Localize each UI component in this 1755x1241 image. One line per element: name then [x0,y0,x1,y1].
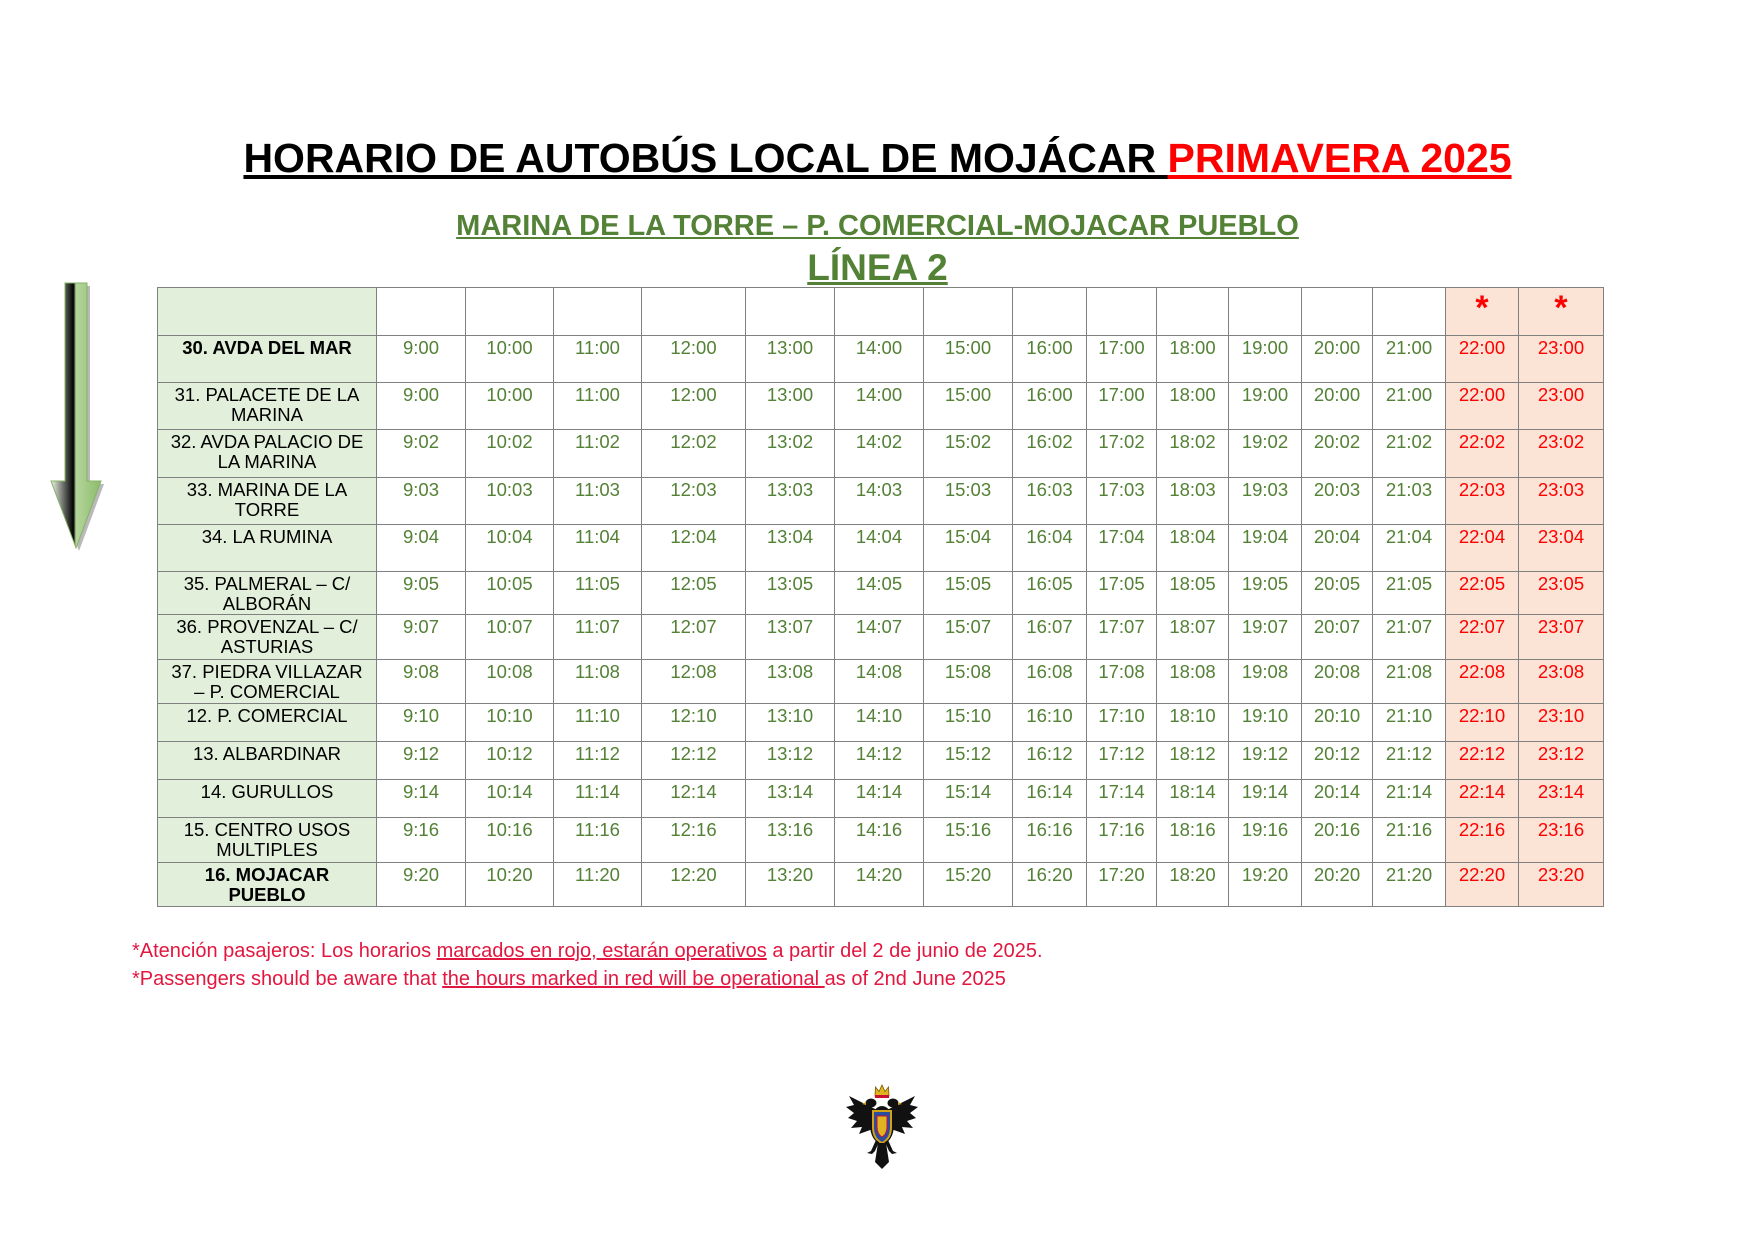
timetable-row [158,525,1604,572]
departure-time: 13:14 [746,780,835,818]
title-season: PRIMAVERA 2025 [1167,135,1512,181]
departure-time: 10:02 [466,430,554,478]
departure-time: 15:10 [924,704,1013,742]
departure-time: 15:05 [924,572,1013,615]
departure-time: 18:00 [1157,383,1229,430]
departure-time: 22:12 [1446,742,1519,780]
departure-time: 10:10 [466,704,554,742]
departure-time: 14:07 [835,615,924,660]
departure-time: 19:20 [1229,863,1302,907]
eagle-head-right [888,1099,899,1108]
departure-time: 9:10 [377,704,466,742]
departure-time: 20:08 [1302,660,1373,704]
header-time-cell [1302,288,1373,336]
stop-name: 16. MOJACAR PUEBLO [158,863,377,907]
departure-time: 23:08 [1519,660,1604,704]
departure-time: 17:10 [1087,704,1157,742]
departure-time: 20:10 [1302,704,1373,742]
departure-time: 18:04 [1157,525,1229,572]
departure-time: 12:10 [642,704,746,742]
departure-time: 9:08 [377,660,466,704]
departure-time: 18:08 [1157,660,1229,704]
departure-time: 16:00 [1013,383,1087,430]
departure-time: 19:12 [1229,742,1302,780]
departure-time: 22:07 [1446,615,1519,660]
departure-time: 23:04 [1519,525,1604,572]
departure-time: 23:10 [1519,704,1604,742]
departure-time: 10:14 [466,780,554,818]
timetable-row [158,780,1604,818]
departure-time: 10:07 [466,615,554,660]
departure-time: 10:04 [466,525,554,572]
departure-time: 18:14 [1157,780,1229,818]
departure-time: 13:00 [746,336,835,383]
departure-time: 11:12 [554,742,642,780]
departure-time: 21:00 [1373,336,1446,383]
timetable-row [158,863,1604,907]
departure-time: 9:00 [377,336,466,383]
departure-time: 11:05 [554,572,642,615]
departure-time: 19:00 [1229,336,1302,383]
departure-time: 15:02 [924,430,1013,478]
departure-time: 22:14 [1446,780,1519,818]
departure-time: 20:16 [1302,818,1373,863]
departure-time: 13:10 [746,704,835,742]
departure-time: 20:05 [1302,572,1373,615]
departure-time: 11:04 [554,525,642,572]
departure-time: 20:00 [1302,383,1373,430]
departure-time: 22:10 [1446,704,1519,742]
stop-name: 15. CENTRO USOS MULTIPLES [158,818,377,863]
eagle-tail [875,1143,889,1169]
departure-time: 19:03 [1229,478,1302,525]
departure-time: 10:05 [466,572,554,615]
departure-time: 19:00 [1229,383,1302,430]
departure-time: 15:03 [924,478,1013,525]
timetable-row [158,478,1604,525]
departure-time: 14:05 [835,572,924,615]
departure-time: 22:03 [1446,478,1519,525]
departure-time: 11:14 [554,780,642,818]
departure-time: 22:08 [1446,660,1519,704]
departure-time: 23:05 [1519,572,1604,615]
departure-time: 11:08 [554,660,642,704]
departure-time: 15:08 [924,660,1013,704]
departure-time: 17:08 [1087,660,1157,704]
departure-time: 18:05 [1157,572,1229,615]
departure-time: 15:20 [924,863,1013,907]
departure-time: 19:02 [1229,430,1302,478]
departure-time: 18:03 [1157,478,1229,525]
departure-time: 12:00 [642,383,746,430]
stop-name: 12. P. COMERCIAL [158,704,377,742]
timetable [157,287,1604,907]
departure-time: 23:00 [1519,383,1604,430]
departure-time: 23:07 [1519,615,1604,660]
departure-time: 16:03 [1013,478,1087,525]
departure-time: 11:02 [554,430,642,478]
departure-time: 19:16 [1229,818,1302,863]
departure-time: 13:07 [746,615,835,660]
departure-time: 23:20 [1519,863,1604,907]
note-text: as of 2nd June 2025 [824,968,1006,990]
departure-time: 10:00 [466,336,554,383]
departure-time: 13:02 [746,430,835,478]
departure-time: 9:12 [377,742,466,780]
note-text: *Atención pasajeros: Los horarios [132,940,437,962]
header-time-cell [1087,288,1157,336]
departure-time: 20:07 [1302,615,1373,660]
header-time-cell [466,288,554,336]
departure-time: 19:04 [1229,525,1302,572]
departure-time: 19:05 [1229,572,1302,615]
departure-time: 17:12 [1087,742,1157,780]
departure-time: 13:20 [746,863,835,907]
stop-name: 35. PALMERAL – C/ ALBORÁN [158,572,377,615]
departure-time: 12:07 [642,615,746,660]
timetable-row [158,430,1604,478]
departure-time: 16:10 [1013,704,1087,742]
departure-time: 18:16 [1157,818,1229,863]
departure-time: 16:14 [1013,780,1087,818]
departure-time: 12:02 [642,430,746,478]
departure-time: 11:03 [554,478,642,525]
departure-time: 13:12 [746,742,835,780]
header-time-cell [746,288,835,336]
departure-time: 10:12 [466,742,554,780]
departure-time: 22:00 [1446,383,1519,430]
departure-time: 21:10 [1373,704,1446,742]
departure-time: 15:00 [924,383,1013,430]
departure-time: 15:00 [924,336,1013,383]
departure-time: 17:16 [1087,818,1157,863]
departure-time: 22:05 [1446,572,1519,615]
departure-time: 21:02 [1373,430,1446,478]
departure-time: 15:04 [924,525,1013,572]
timetable-row [158,660,1604,704]
departure-time: 20:03 [1302,478,1373,525]
eagle-head-left [866,1099,877,1108]
departure-time: 21:00 [1373,383,1446,430]
stop-name: 14. GURULLOS [158,780,377,818]
stop-name: 34. LA RUMINA [158,525,377,572]
departure-time: 16:20 [1013,863,1087,907]
departure-time: 14:04 [835,525,924,572]
departure-time: 14:00 [835,383,924,430]
stop-name: 37. PIEDRA VILLAZAR – P. COMERCIAL [158,660,377,704]
departure-time: 10:00 [466,383,554,430]
departure-time: 10:16 [466,818,554,863]
departure-time: 17:07 [1087,615,1157,660]
timetable-row [158,818,1604,863]
crown [875,1085,889,1096]
line-number: LÍNEA 2 [807,247,948,288]
departure-time: 22:04 [1446,525,1519,572]
departure-time: 13:05 [746,572,835,615]
departure-time: 14:12 [835,742,924,780]
departure-time: 20:14 [1302,780,1373,818]
departure-time: 14:10 [835,704,924,742]
coat-of-arms-logo [846,1083,918,1169]
departure-time: 20:20 [1302,863,1373,907]
page-title [0,134,1755,182]
departure-time: 19:08 [1229,660,1302,704]
departure-time: 18:10 [1157,704,1229,742]
departure-time: 9:16 [377,818,466,863]
departure-time: 16:16 [1013,818,1087,863]
departure-time: 12:08 [642,660,746,704]
departure-time: 15:07 [924,615,1013,660]
departure-time: 12:04 [642,525,746,572]
header-time-cell [1013,288,1087,336]
departure-time: 20:04 [1302,525,1373,572]
notes [132,937,1043,993]
departure-time: 12:00 [642,336,746,383]
departure-time: 22:16 [1446,818,1519,863]
departure-time: 17:02 [1087,430,1157,478]
departure-time: 19:07 [1229,615,1302,660]
timetable-row [158,704,1604,742]
departure-time: 20:00 [1302,336,1373,383]
departure-time: 15:12 [924,742,1013,780]
departure-time: 23:14 [1519,780,1604,818]
departure-time: 13:04 [746,525,835,572]
departure-time: 23:00 [1519,336,1604,383]
departure-time: 14:14 [835,780,924,818]
crown-band [875,1095,889,1098]
departure-time: 21:07 [1373,615,1446,660]
departure-time: 12:12 [642,742,746,780]
timetable-row [158,572,1604,615]
note-underlined-text: marcados en rojo, estarán operativos [436,940,767,962]
departure-time: 11:10 [554,704,642,742]
departure-time: 9:04 [377,525,466,572]
departure-time: 15:14 [924,780,1013,818]
departure-time: 22:02 [1446,430,1519,478]
departure-time: 13:03 [746,478,835,525]
departure-time: 22:20 [1446,863,1519,907]
stop-name: 30. AVDA DEL MAR [158,336,377,383]
departure-time: 20:02 [1302,430,1373,478]
departure-time: 16:07 [1013,615,1087,660]
header-asterisk-mark: * [1446,288,1519,336]
departure-time: 18:12 [1157,742,1229,780]
timetable-row [158,336,1604,383]
departure-time: 11:16 [554,818,642,863]
departure-time: 17:20 [1087,863,1157,907]
header-time-cell [1373,288,1446,336]
stop-name: 31. PALACETE DE LA MARINA [158,383,377,430]
shield-charge [877,1116,887,1137]
header-row [158,288,1604,336]
departure-time: 16:12 [1013,742,1087,780]
departure-time: 16:05 [1013,572,1087,615]
header-time-cell [554,288,642,336]
departure-time: 17:05 [1087,572,1157,615]
stop-name: 33. MARINA DE LA TORRE [158,478,377,525]
departure-time: 14:00 [835,336,924,383]
departure-time: 17:04 [1087,525,1157,572]
departure-time: 9:07 [377,615,466,660]
note-english [132,965,1043,993]
departure-time: 19:10 [1229,704,1302,742]
header-time-cell [924,288,1013,336]
stop-name: 36. PROVENZAL – C/ ASTURIAS [158,615,377,660]
down-arrow-icon [44,280,108,555]
note-underlined-text: the hours marked in red will be operational [442,968,825,990]
departure-time: 23:03 [1519,478,1604,525]
departure-time: 14:20 [835,863,924,907]
departure-time: 10:03 [466,478,554,525]
title-main: HORARIO DE AUTOBÚS LOCAL DE MOJÁCAR [243,135,1168,181]
route-heading [0,209,1755,243]
departure-time: 14:02 [835,430,924,478]
departure-time: 14:03 [835,478,924,525]
departure-time: 21:04 [1373,525,1446,572]
departure-time: 17:14 [1087,780,1157,818]
timetable-header [158,288,1604,336]
header-time-cell [1157,288,1229,336]
header-time-cell [1229,288,1302,336]
departure-time: 17:00 [1087,383,1157,430]
departure-time: 14:08 [835,660,924,704]
departure-time: 21:03 [1373,478,1446,525]
departure-time: 21:08 [1373,660,1446,704]
departure-time: 18:20 [1157,863,1229,907]
departure-time: 20:12 [1302,742,1373,780]
departure-time: 13:16 [746,818,835,863]
departure-time: 11:00 [554,383,642,430]
departure-time: 17:00 [1087,336,1157,383]
timetable-row [158,742,1604,780]
note-spanish [132,937,1043,965]
departure-time: 21:20 [1373,863,1446,907]
departure-time: 13:00 [746,383,835,430]
departure-time: 9:20 [377,863,466,907]
departure-time: 9:00 [377,383,466,430]
departure-time: 9:02 [377,430,466,478]
departure-time: 23:02 [1519,430,1604,478]
departure-time: 15:16 [924,818,1013,863]
departure-time: 19:14 [1229,780,1302,818]
stop-name: 32. AVDA PALACIO DE LA MARINA [158,430,377,478]
departure-time: 23:16 [1519,818,1604,863]
departure-time: 23:12 [1519,742,1604,780]
departure-time: 12:16 [642,818,746,863]
header-time-cell [835,288,924,336]
header-stop-cell [158,288,377,336]
note-text: a partir del 2 de junio de 2025. [766,940,1043,962]
header-time-cell [642,288,746,336]
departure-time: 21:05 [1373,572,1446,615]
line-heading [0,249,1755,287]
departure-time: 21:12 [1373,742,1446,780]
departure-time: 18:02 [1157,430,1229,478]
departure-time: 16:02 [1013,430,1087,478]
departure-time: 16:04 [1013,525,1087,572]
timetable-row [158,383,1604,430]
departure-time: 16:00 [1013,336,1087,383]
departure-time: 10:20 [466,863,554,907]
departure-time: 11:07 [554,615,642,660]
departure-time: 12:20 [642,863,746,907]
note-text: *Passengers should be aware that [132,968,443,990]
departure-time: 9:14 [377,780,466,818]
departure-time: 11:00 [554,336,642,383]
departure-time: 10:08 [466,660,554,704]
departure-time: 21:16 [1373,818,1446,863]
stop-name: 13. ALBARDINAR [158,742,377,780]
departure-time: 12:03 [642,478,746,525]
header-time-cell [377,288,466,336]
header-asterisk-mark: * [1519,288,1604,336]
route-name: MARINA DE LA TORRE – P. COMERCIAL-MOJACAR PUEBLO [456,210,1299,242]
timetable-row [158,615,1604,660]
departure-time: 12:14 [642,780,746,818]
departure-time: 13:08 [746,660,835,704]
departure-time: 9:03 [377,478,466,525]
departure-time: 18:07 [1157,615,1229,660]
departure-time: 11:20 [554,863,642,907]
departure-time: 12:05 [642,572,746,615]
departure-time: 16:08 [1013,660,1087,704]
departure-time: 21:14 [1373,780,1446,818]
departure-time: 22:00 [1446,336,1519,383]
departure-time: 18:00 [1157,336,1229,383]
departure-time: 17:03 [1087,478,1157,525]
timetable-body [158,336,1604,907]
departure-time: 14:16 [835,818,924,863]
departure-time: 9:05 [377,572,466,615]
